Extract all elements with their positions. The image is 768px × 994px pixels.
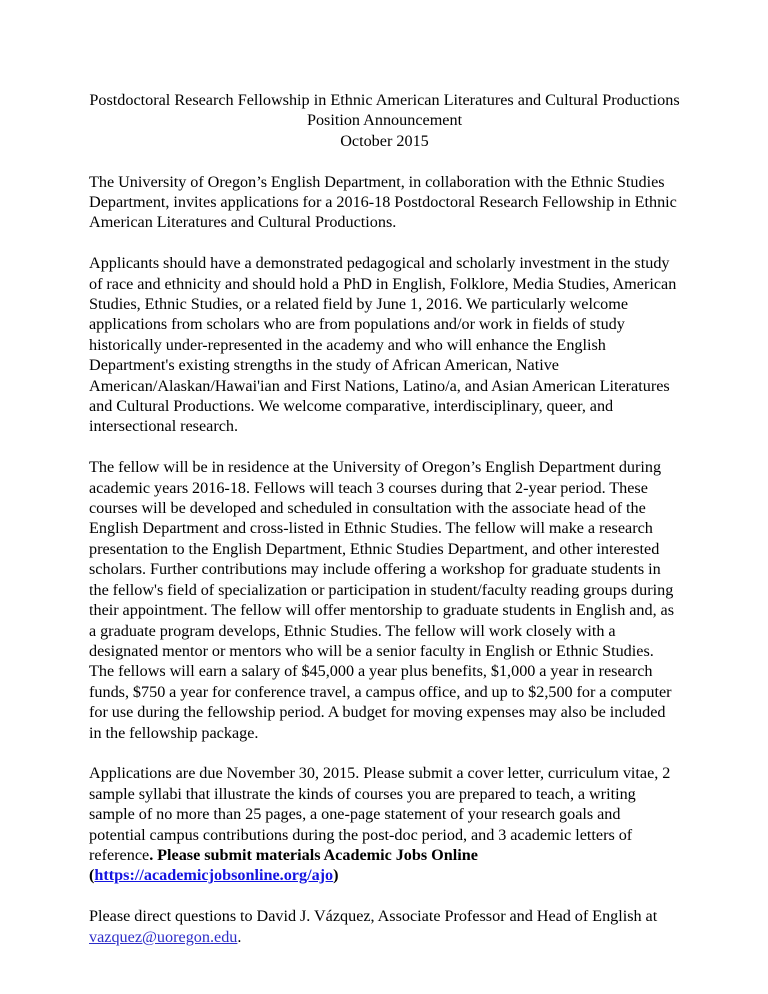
document-header bbox=[89, 90, 680, 151]
paragraph-intro: The University of Oregon’s English Department, in collaboration with the Ethnic Studies Department, invites applications for a 2016-18 Postdoctoral Research Fellowship in Ethnic American Literatures and Cultural Productions. bbox=[89, 172, 677, 232]
application-close-paren: ) bbox=[333, 866, 339, 885]
application-instructions-text: Applications are due November 30, 2015. Please submit a cover letter, curriculum vitae, 2 sample syllabi that illustrate the kinds of courses you are prepared to teach, a writing sample of no more than 25 pages, a one-page statement of your research goals and potential campus contributions during the post-doc period, and 3 academic letters of reference bbox=[89, 764, 671, 864]
spacer-after-title bbox=[89, 151, 680, 171]
paragraph-application bbox=[89, 763, 680, 885]
document-title-line-2: Position Announcement bbox=[306, 111, 463, 130]
paragraph-duties: The fellow will be in residence at the University of Oregon’s English Department during academic years 2016-18. Fellows will teach 3 courses during that 2-year period. These courses will be developed and scheduled in consultation with the associate head of the English Department and cross-listed in Ethnic Studies. The fellow will make a research presentation to the English Department, Ethnic Studies Department, and other interested scholars. Further contributions may include offering a workshop for graduate students in the fellow's field of specialization or participation in student/faculty reading groups during their appointment. The fellow will offer mentorship to graduate students in English and, as a graduate program develops, Ethnic Studies. The fellow will work closely with a designated mentor or mentors who will be a senior faculty in English or Ethnic Studies. The fellows will earn a salary of $45,000 a year plus benefits, $1,000 a year in research funds, $750 a year for conference travel, a campus office, and up to $2,500 for a computer for use during the fellowship period. A budget for moving expenses may also be included in the fellowship package. bbox=[89, 458, 675, 742]
spacer-2 bbox=[89, 437, 680, 457]
application-submit-emphasis: . Please submit materials Academic Jobs Online ( bbox=[89, 845, 478, 885]
document-body bbox=[89, 90, 680, 947]
paragraph-contact bbox=[89, 906, 680, 947]
contact-trailing-period: . bbox=[237, 927, 242, 946]
document-title-line-3: October 2015 bbox=[340, 131, 429, 150]
document-title-line-1: Postdoctoral Research Fellowship in Ethnic American Literatures and Cultural Productions bbox=[89, 91, 680, 109]
contact-instructions-text: Please direct questions to David J. Vázquez, Associate Professor and Head of English at bbox=[89, 907, 658, 926]
paragraph-qualifications: Applicants should have a demonstrated pedagogical and scholarly investment in the study of race and ethnicity and should hold a PhD in English, Folklore, Media Studies, American Studies, Ethnic Studies, or a related field by June 1, 2016. We particularly welcome applications from scholars who are from populations and/or work in fields of study historically under-represented in the academy and who will enhance the English Department's existing strengths in the study of African American, Native American/Alaskan/Hawai'ian and First Nations, Latino/a, and Asian American Literatures and Cultural Productions. We welcome comparative, interdisciplinary, queer, and intersectional research. bbox=[89, 254, 677, 436]
spacer-3 bbox=[89, 743, 680, 763]
contact-email-link[interactable]: vazquez@uoregon.edu bbox=[89, 927, 238, 946]
spacer-4 bbox=[89, 886, 680, 906]
spacer-1 bbox=[89, 233, 680, 253]
academic-jobs-online-link[interactable]: https://academicjobsonline.org/ajo bbox=[94, 866, 334, 885]
